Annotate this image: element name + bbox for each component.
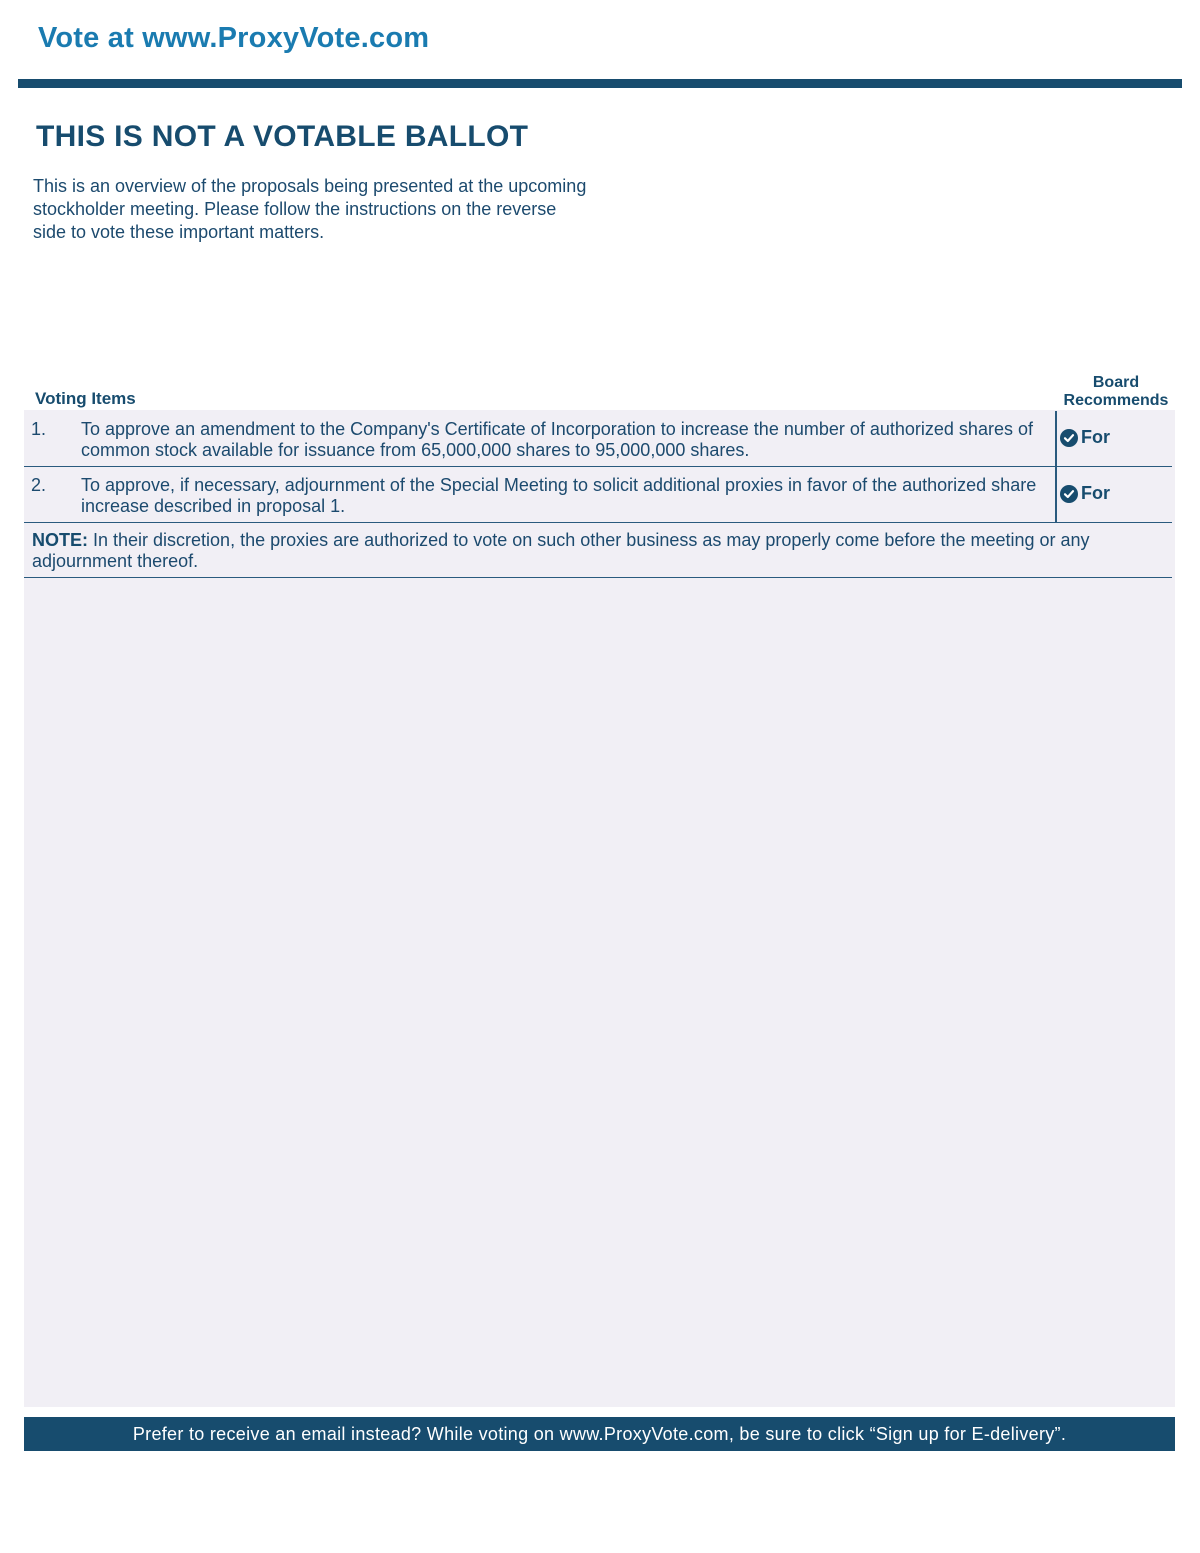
page-title: THIS IS NOT A VOTABLE BALLOT bbox=[36, 120, 529, 153]
recommendation-label: For bbox=[1081, 483, 1110, 503]
item-text: To approve an amendment to the Company's Certificate of Incorporation to increase the number of authorized shares of common stock available for issuance from 65,000,000 shares to 95,000,000 shares. bbox=[81, 419, 1033, 460]
recommendation-label: For bbox=[1081, 427, 1110, 447]
column-divider bbox=[1055, 467, 1057, 522]
header-rule bbox=[18, 79, 1182, 88]
note-row bbox=[24, 523, 1172, 578]
voting-item-row bbox=[24, 411, 1172, 467]
check-circle-icon bbox=[1060, 485, 1078, 503]
note-body: In their discretion, the proxies are authorized to vote on such other business as may properly come before the meeting or any adjournment thereof. bbox=[32, 530, 1090, 571]
voting-items-header: Voting Items bbox=[35, 389, 136, 408]
e-delivery-footer: Prefer to receive an email instead? While voting on www.ProxyVote.com, be sure to click “Sign up for E-delivery”. bbox=[24, 1417, 1175, 1451]
note-label: NOTE: bbox=[32, 530, 88, 550]
item-text: To approve, if necessary, adjournment of the Special Meeting to solicit additional proxies in favor of the authorized share increase described in proposal 1. bbox=[81, 475, 1037, 516]
column-divider bbox=[1055, 411, 1057, 466]
item-number: 2. bbox=[31, 475, 47, 495]
check-circle-icon bbox=[1060, 429, 1078, 447]
item-number: 1. bbox=[31, 419, 47, 439]
vote-url-header: Vote at www.ProxyVote.com bbox=[38, 22, 430, 54]
board-recommendation bbox=[1060, 483, 1110, 504]
voting-item-row bbox=[24, 467, 1172, 523]
intro-paragraph: This is an overview of the proposals being presented at the upcoming stockholder meeting. Please follow the instructions on the reverse side to vote these important matters. bbox=[33, 176, 587, 242]
note-text bbox=[32, 530, 1162, 572]
board-recommendation bbox=[1060, 427, 1110, 448]
board-recommends-header: Board Recommends bbox=[1063, 374, 1169, 409]
